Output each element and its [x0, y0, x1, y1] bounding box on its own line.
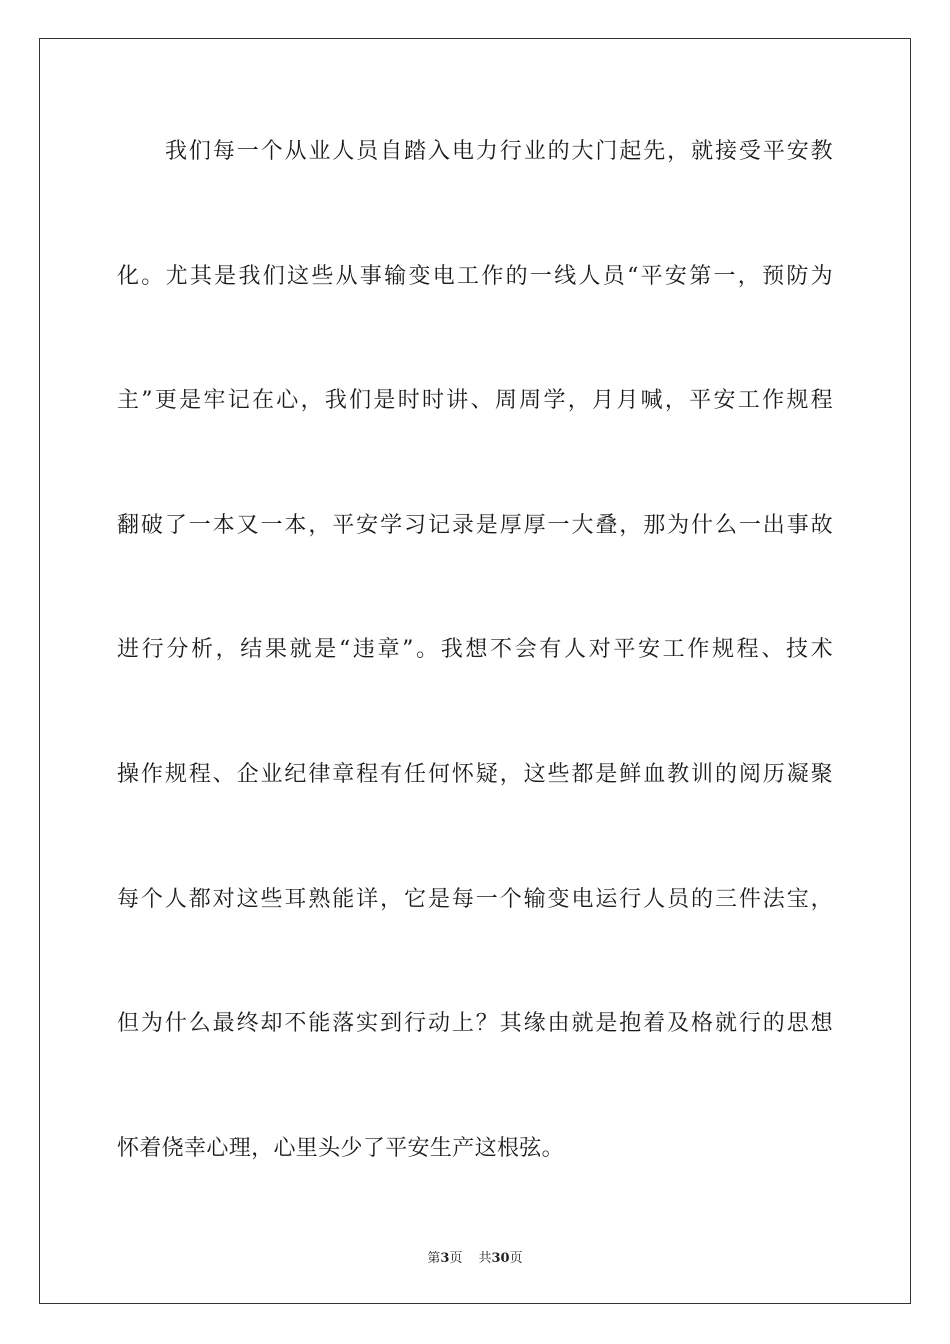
paragraph-line: 操作规程、企业纪律章程有任何怀疑，这些都是鲜血教训的阅历凝聚: [117, 761, 833, 787]
current-page-number: 3: [440, 1251, 450, 1266]
document-body: [117, 124, 833, 1245]
paragraph-line: 怀着侥幸心理，心里头少了平安生产这根弦。: [117, 1135, 565, 1161]
paragraph-line: 翻破了一本又一本，平安学习记录是厚厚一大叠，那为什么一出事故: [117, 512, 833, 538]
page-label-suffix: 页: [449, 1251, 463, 1266]
page-label-prefix: 第: [427, 1251, 441, 1266]
total-label-suffix: 页: [509, 1251, 523, 1266]
paragraph-line: 我们每一个从业人员自踏入电力行业的大门起先，就接受平安教: [165, 139, 833, 164]
page-footer: [0, 1247, 950, 1266]
paragraph-line: 主”更是牢记在心，我们是时时讲、周周学，月月喊，平安工作规程: [117, 388, 833, 414]
paragraph-line: 化。尤其是我们这些从事输变电工作的一线人员“平安第一，预防为: [117, 263, 833, 289]
paragraph-line: 但为什么最终却不能落实到行动上？其缘由就是抱着及格就行的思想: [117, 1011, 833, 1037]
total-page-count: 30: [491, 1251, 510, 1266]
paragraph-line: 每个人都对这些耳熟能详，它是每一个输变电运行人员的三件法宝，: [117, 886, 833, 912]
total-label-prefix: 共: [478, 1251, 492, 1266]
paragraph-line: 进行分析，结果就是“违章”。我想不会有人对平安工作规程、技术: [117, 637, 833, 663]
